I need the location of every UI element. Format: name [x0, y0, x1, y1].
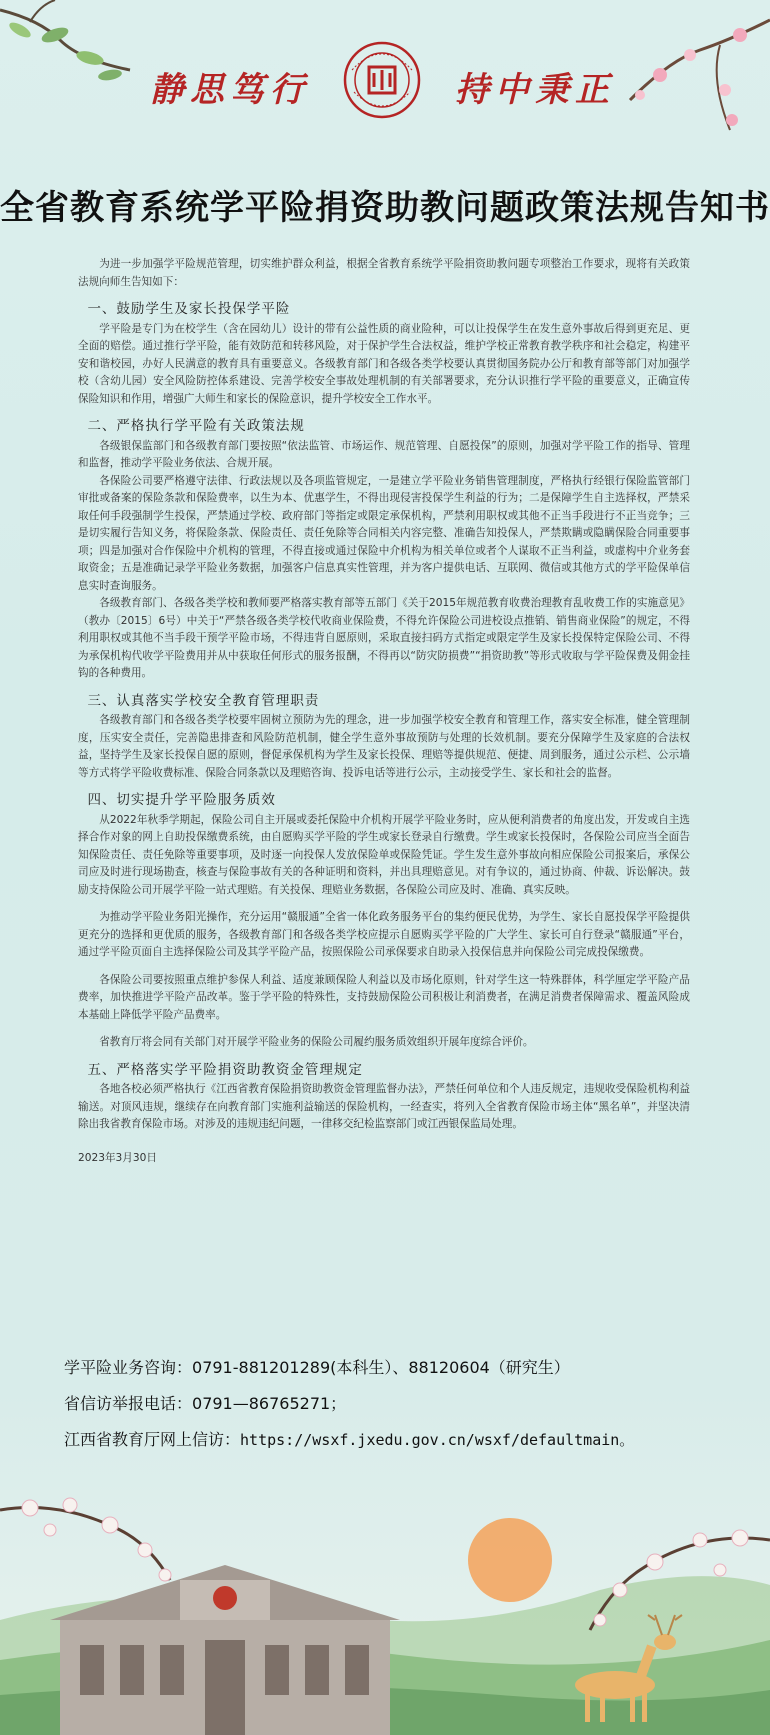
section-heading: 五、严格落实学平险捐资助教资金管理规定 [87, 1061, 363, 1078]
section-heading: 一、鼓励学生及家长投保学平险 [87, 301, 291, 317]
header [0, 40, 770, 130]
document-body [78, 256, 690, 1167]
paragraph: 各级教育部门和各级各类学校要牢固树立预防为先的理念，进一步加强学校安全教育和管理工作，落实安全标准，健全管理制度，压实安全责任，完善隐患排查和风险防范机制，健全学生意外事故预防与处理的长效机制。要充分保障学生及家庭的合法权益，坚持学生及家长投保自愿的原则，督促承保机构为学生及家长投保、理赔等提供规范、便捷、周到服务，通过公示栏、公示墙等方式将学平险收费标准、保险合同条款以及理赔咨询、投诉电话等进行公示，主动接受学生、家长和社会的监督。 [78, 714, 690, 779]
section-heading: 三、认真落实学校安全教育管理职责 [87, 692, 320, 709]
report-label: 省信访举报电话： [64, 1394, 193, 1413]
document-title: 全省教育系统学平险捐资助教问题政策法规告知书 [0, 188, 770, 228]
motto-left: 静思笃行 [150, 70, 310, 110]
report-phone: 0791—86765271； [192, 1394, 347, 1413]
paragraph: 省教育厅将会同有关部门对开展学平险业务的保险公司履约服务质效组织开展年度综合评价。 [99, 1036, 534, 1048]
paragraph: 各保险公司要严格遵守法律、行政法规以及各项监管规定，一是建立学平险业务销售管理制度，严格执行经银行保险监管部门审批或备案的保险条款和保险费率，以生为本、优惠学生，不得出现侵害投保学生利益的行为；二是保障学生自主选择权，严禁采取任何手段强制学生投保，严禁通过学校、政府部门等指定或限定承保机构，严禁利用职权或其他不正当手段进行不正当竞争；三是切实履行告知义务，将保险条款、保险责任、责任免除等合同相关内容完整、准确告知投保人，严禁欺瞒或隐瞒保险合同重要事项；四是加强对合作保险中介机构的管理，不得直接或通过保险中介机构为相关单位或者个人谋取不正当利益，或虚构中介业务套取资金；五是准确记录学平险业务数据，加强客户信息真实性管理，并为客户提供电话、互联网、微信或其他方式的学平险保单信息实时查询服务。 [78, 474, 690, 592]
section-heading: 四、切实提升学平险服务质效 [87, 792, 276, 808]
contact-info [64, 1350, 744, 1458]
paragraph: 从2022年秋季学期起，保险公司自主开展或委托保险中介机构开展学平险业务时，应从便利消费者的角度出发，开发或自主选择合作对象的网上自助投保缴费系统，由自愿购买学平险的学生或家长登录自行缴费。学生或家长投保时，各保险公司应当全面告知保险责任、责任免除等重要事项，及时逐一向投保人发放保险单或保险凭证。学生发生意外事故向相应保险公司报案后，承保公司应及时进行现场勘查，核查与保险事故有关的各种证明和资料，并出具理赔意见。对有争议的，通过协商、仲裁、诉讼解决。鼓励支持保险公司开展学平险一站式理赔。有关投保、理赔业务数据，各保险公司应及时、准确、真实反映。 [78, 813, 690, 896]
document-date: 2023年3月30日 [78, 1151, 157, 1164]
university-seal-logo [342, 40, 422, 120]
paragraph: 各级教育部门、各级各类学校和教师要严格落实教育部等五部门《关于2015年规范教育收费治理教育乱收费工作的实施意见》（教办〔2015〕6号）中关于“严禁各级各类学校代收商业保险费，不得允许保险公司进校设点推销、销售商业保险”的规定，不得利用职权或其他不当手段干预学平险市场，不得违背自愿原则，采取直接扫码方式指定或限定学生及家长投保特定保险公司、不得为承保机构代收学平险费用并从中获取任何形式的服务报酬，不得再以“防灾防损费”“捐资助教”等形式收取与学平险保费及佣金挂钩的各种费用。 [78, 597, 690, 679]
consult-phone: 0791-881201289(本科生）、88120604（研究生） [192, 1358, 570, 1377]
paragraph: 学平险是专门为在校学生（含在园幼儿）设计的带有公益性质的商业险种，可以让投保学生在发生意外事故后得到更充足、更全面的赔偿。通过推行学平险，能有效防范和转移风险，对于保护学生合法权益，维护学校正常教育教学秩序和社会稳定，构建平安和谐校园，办好人民满意的教育具有重要意义。各级教育部门和各级各类学校要认真贯彻国务院办公厅和教育部等部门对加强学校（含幼儿园）安全风险防控体系建设、完善学校安全事故处理机制的有关部署要求，充分认识推行学平险的重要意义，正确宣传保险知识和作用，增强广大师生和家长的保险意识，提升学校安全工作水平。 [78, 322, 690, 405]
intro-paragraph: 为进一步加强学平险规范管理，切实维护群众利益，根据全省教育系统学平险捐资助教问题专项整治工作要求，现将有关政策法规向师生告知如下： [78, 258, 690, 288]
paragraph: 各保险公司要按照重点维护参保人利益、适度兼顾保险人利益以及市场化原则，针对学生这一特殊群体，科学厘定学平险产品费率，加快推进学平险产品改革。鉴于学平险的特殊性，支持鼓励保险公司积极让利消费者，在满足消费者保障需求、覆盖风险成本基础上降低学平险产品费率。 [78, 973, 690, 1021]
paragraph: 各地各校必须严格执行《江西省教育保险捐资助教资金管理监督办法》，严禁任何单位和个人违反规定，违规收受保险机构利益输送。对顶风违规，继续存在向教育部门实施利益输送的保险机构，一经查实，将列入全省教育保险市场主体“黑名单”，并坚决清除出我省教育保险市场。对涉及的违规违纪问题，一律移交纪检监察部门或江西银保监局处理。 [78, 1083, 690, 1130]
campus-building-illustration [0, 1470, 770, 1735]
section-heading: 二、严格执行学平险有关政策法规 [87, 418, 305, 434]
consult-label: 学平险业务咨询： [64, 1358, 193, 1377]
paragraph: 各级银保监部门和各级教育部门要按照“依法监管、市场运作、规范管理、自愿投保”的原则，加强对学平险工作的指导、管理和监督，推动学平险业务依法、合规开展。 [78, 439, 690, 469]
web-petition-row [64, 1422, 744, 1458]
report-phone-row [64, 1386, 744, 1422]
paragraph: 为推动学平险业务阳光操作，充分运用“赣服通”全省一体化政务服务平台的集约便民优势，为学生、家长自愿投保学平险提供更充分的选择和更优质的服务，各级教育部门和各级各类学校应提示自愿购买学平险的广大学生、家长可自行登录“赣服通”平台，通过学平险页面自主选择保险公司及其学平险产品，按照保险公司承保要求自助录入投保信息并向保险公司完成投保缴费。 [78, 911, 690, 958]
web-label: 江西省教育厅网上信访： [64, 1430, 241, 1449]
web-petition-link[interactable]: https://wsxf.jxedu.gov.cn/wsxf/defaultmain。 [240, 1431, 635, 1449]
consult-phone-row [64, 1350, 744, 1386]
motto-right: 持中秉正 [455, 70, 615, 110]
